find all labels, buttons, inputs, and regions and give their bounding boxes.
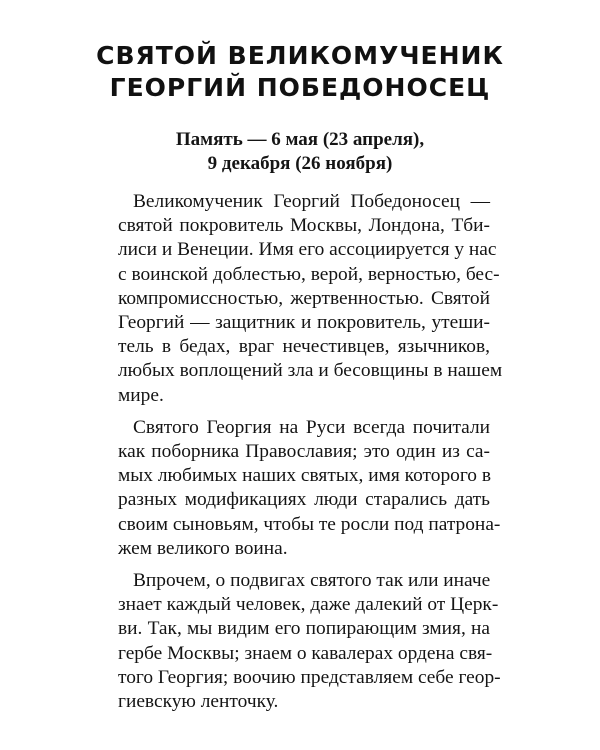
- text-line: Впрочем, о подвигах святого так или иначе: [133, 570, 491, 592]
- text-line: лиси и Венеции. Имя его ассоциируется у нас: [118, 239, 497, 261]
- text-line: как поборника Православия; это один из са-: [118, 441, 490, 463]
- paragraph-1: [118, 190, 503, 408]
- title-line-2: ГЕОРГИЙ ПОБЕДОНОСЕЦ: [109, 73, 491, 102]
- text-line: жем великого воина.: [118, 537, 288, 559]
- text-line: святой покровитель Москвы, Лондона, Тби-: [118, 215, 490, 237]
- memory-line-2: 9 декабря (26 ноября): [207, 153, 393, 174]
- text-line: любых воплощений зла и бесовщины в нашем: [118, 360, 503, 382]
- text-line: с воинской доблестью, верой, верностью, бес-: [118, 263, 500, 285]
- body-text: [118, 190, 503, 722]
- paragraph-3: [118, 569, 501, 714]
- text-line: гербе Москвы; знаем о кавалерах ордена свя-: [118, 642, 493, 664]
- text-line: тель в бедах, враг нечестивцев, язычников,: [118, 336, 490, 358]
- text-line: гиевскую ленточку.: [118, 691, 279, 713]
- title-line-1: СВЯТОЙ ВЕЛИКОМУЧЕНИК: [96, 41, 504, 70]
- text-line: Великомученик Георгий Победоносец —: [133, 191, 490, 212]
- text-line: ви. Так, мы видим его попирающим змия, на: [118, 618, 490, 640]
- text-line: мых любимых наших святых, имя которого в: [118, 465, 492, 487]
- text-line: своим сыновьям, чтобы те росли под патрона-: [118, 513, 501, 535]
- text-line: мире.: [118, 384, 164, 406]
- page-title: [60, 40, 540, 104]
- text-line: компромиссностью, жертвенностью. Святой: [118, 287, 490, 309]
- memory-dates: [60, 128, 540, 176]
- text-line: разных модификациях люди старались дать: [118, 489, 490, 511]
- paragraph-2: [118, 416, 501, 561]
- memory-line-1: Память — 6 мая (23 апреля),: [175, 129, 425, 150]
- text-line: Святого Георгия на Руси всегда почитали: [133, 416, 490, 438]
- text-line: знает каждый человек, даже далекий от Церк-: [118, 594, 499, 616]
- text-line: Георгий — защитник и покровитель, утеши-: [118, 312, 490, 334]
- text-line: того Георгия; воочию представляем себе геор-: [118, 666, 501, 688]
